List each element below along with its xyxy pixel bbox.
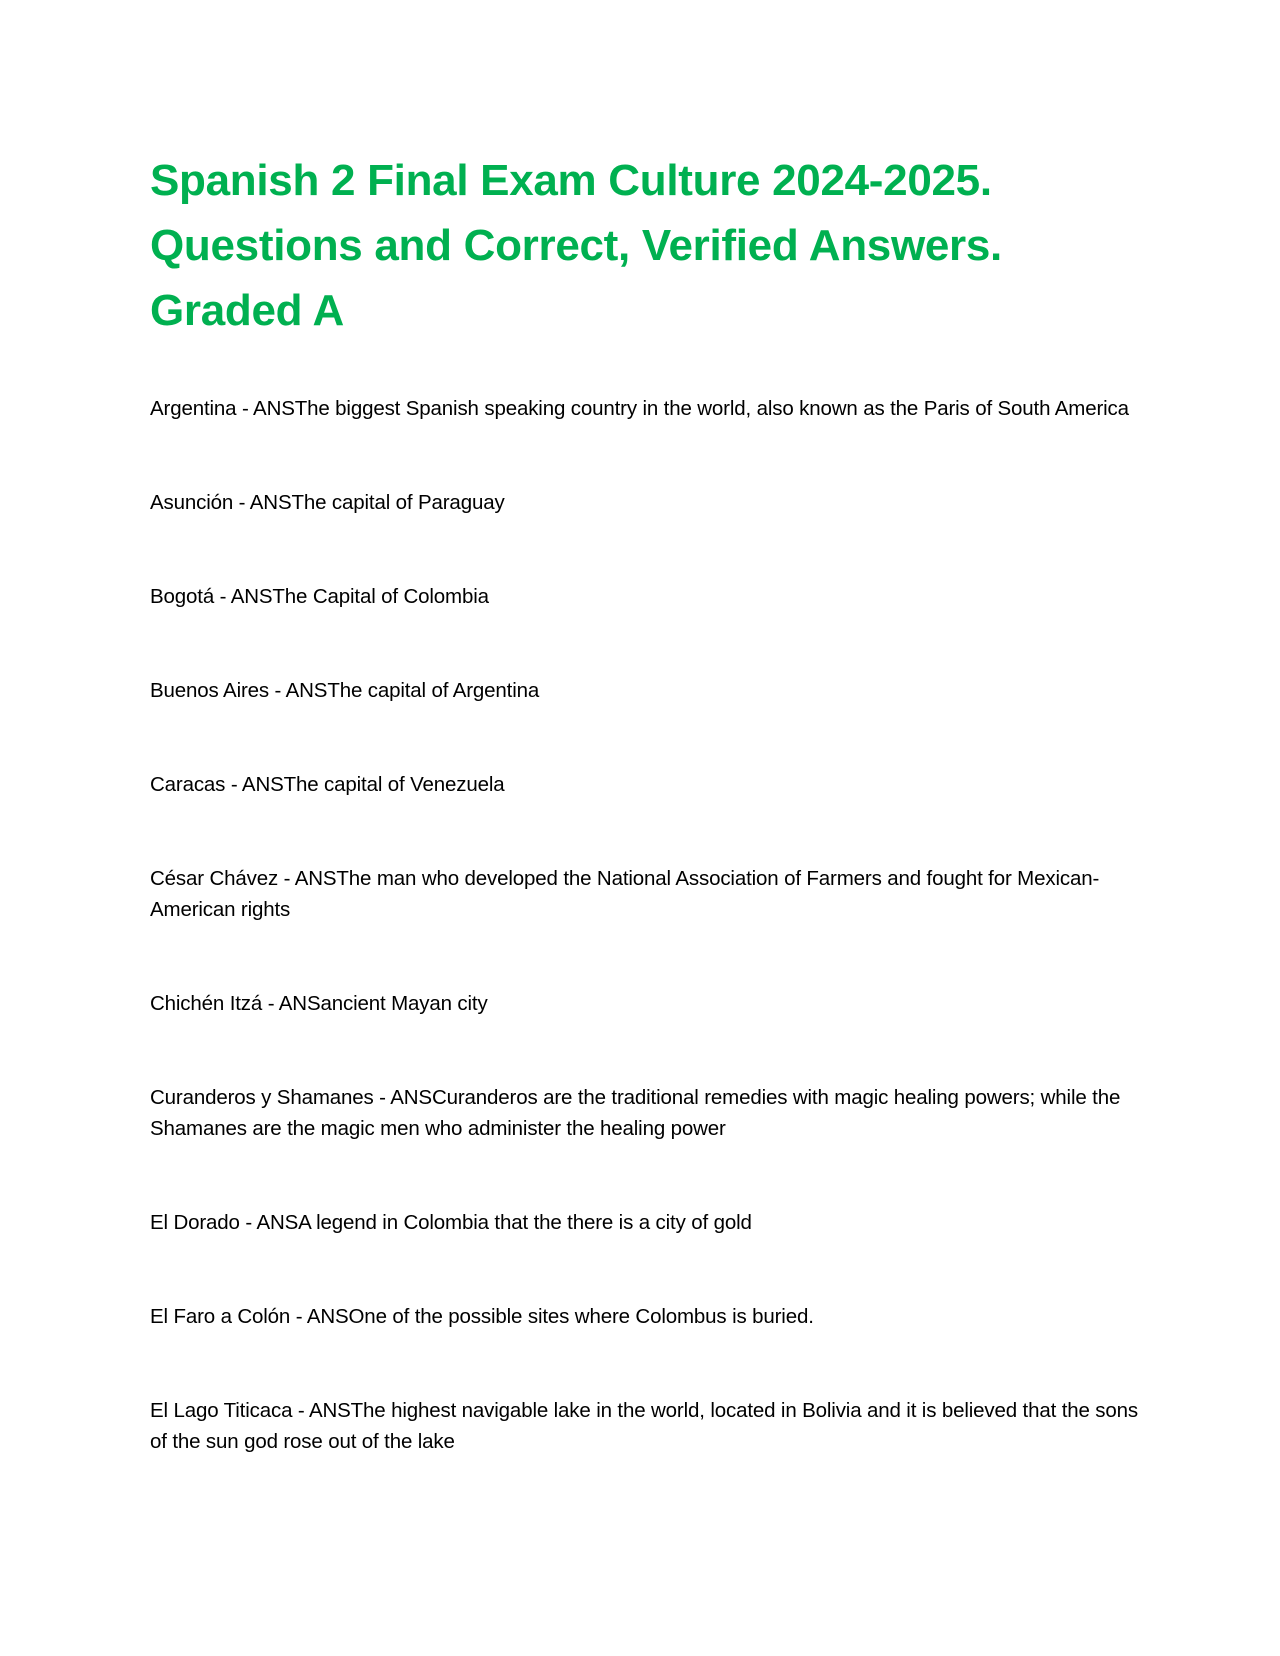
qa-entry-el-dorado: El Dorado - ANSA legend in Colombia that the there is a city of gold — [150, 1211, 752, 1234]
document-page — [150, 148, 1140, 1520]
qa-entry-asuncion: Asunción - ANSThe capital of Paraguay — [150, 491, 505, 514]
qa-entry-argentina: Argentina - ANSThe biggest Spanish speaking country in the world, also known as the Paris of South America — [150, 397, 1129, 420]
qa-entry-cesar-chavez: César Chávez - ANSThe man who developed the National Association of Farmers and fought for Mexican-American rights — [150, 867, 1100, 921]
qa-entry-chichen-itza: Chichén Itzá - ANSancient Mayan city — [150, 992, 488, 1015]
qa-entry-el-faro-a-colon: El Faro a Colón - ANSOne of the possible sites where Colombus is buried. — [150, 1305, 814, 1328]
qa-entry-bogota: Bogotá - ANSThe Capital of Colombia — [150, 585, 489, 608]
qa-entry-lago-titicaca: El Lago Titicaca - ANSThe highest navigable lake in the world, located in Bolivia and it is believed that the sons of the sun god rose out of the lake — [150, 1399, 1138, 1453]
title-line: Spanish 2 Final Exam Culture 2024-2025. — [150, 156, 992, 205]
qa-entry-caracas: Caracas - ANSThe capital of Venezuela — [150, 773, 505, 796]
qa-entry-buenos-aires: Buenos Aires - ANSThe capital of Argentina — [150, 679, 540, 702]
title-line: Questions and Correct, Verified Answers. — [150, 221, 1002, 270]
qa-entry-curanderos: Curanderos y Shamanes - ANSCuranderos are the traditional remedies with magic healing powers; while the Shamanes are the magic men who administer the healing power — [150, 1086, 1121, 1140]
page-title — [150, 148, 1140, 343]
title-line: Graded A — [150, 286, 345, 335]
qa-list — [150, 393, 1140, 1457]
